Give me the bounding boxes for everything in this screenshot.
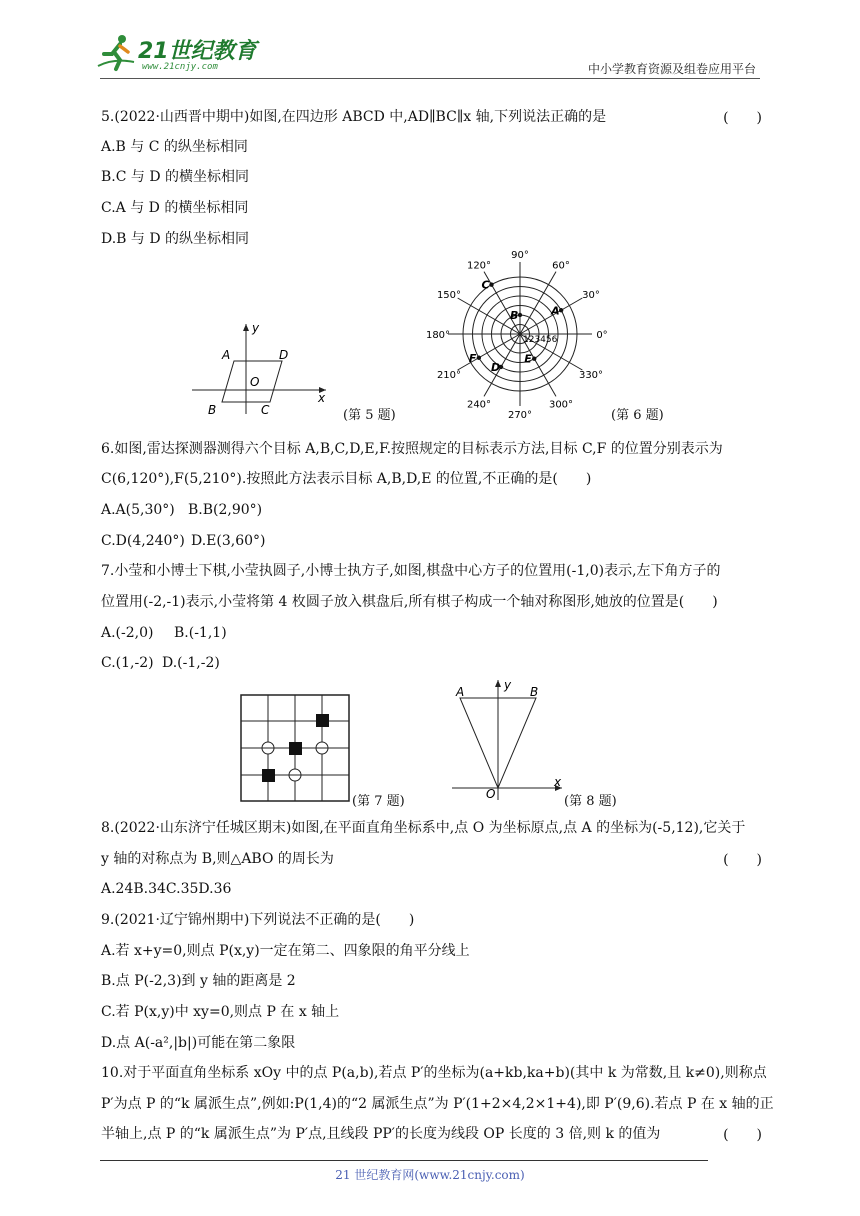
fig8-label-y: y — [504, 678, 512, 692]
logo-text: 21世纪教育 — [138, 39, 257, 64]
q7-option-b: B.(-1,1) — [174, 625, 227, 641]
radar-target-point — [477, 356, 481, 360]
footer-divider — [100, 1160, 708, 1161]
q5-answer-paren: ( ) — [723, 110, 762, 126]
q7-line1: 7.小莹和小博士下棋,小莹执圆子,小博士执方子,如图,棋盘中心方子的位置用(-1,0)表示,左下角方子的 — [101, 563, 721, 579]
radar-angle-label: 60° — [552, 260, 570, 272]
q8-options: A.24B.34C.35D.36 — [101, 881, 232, 897]
q5-option-c: C.A 与 D 的横坐标相同 — [101, 200, 249, 216]
q5-option-b: B.C 与 D 的横坐标相同 — [101, 169, 250, 185]
radar-ray — [520, 272, 556, 334]
q10-line2: P′为点 P 的“k 属派生点”,例如:P(1,4)的“2 属派生点”为 P′(1+2×4,2×1+4),即 P′(9,6).若点 P 在 x 轴的正 — [101, 1096, 774, 1112]
radar-angle-label: 240° — [466, 399, 492, 411]
q9-option-b: B.点 P(-2,3)到 y 轴的距离是 2 — [101, 973, 296, 989]
fig5-label-c: C — [261, 403, 270, 417]
radar-angle-label: 210° — [436, 370, 462, 381]
radar-angle-label: 150° — [436, 290, 462, 301]
square-piece — [289, 742, 302, 755]
fig5-label-y: y — [252, 321, 260, 335]
fig8-label-x: x — [554, 775, 562, 789]
radar-ray — [458, 334, 520, 370]
radar-ring-numbers: 123456 — [523, 335, 558, 345]
runner-logo-icon — [96, 32, 136, 72]
figure-5 — [188, 318, 338, 418]
fig8-label-a: A — [456, 685, 465, 699]
radar-target-label: C — [481, 278, 490, 292]
square-piece — [316, 714, 329, 727]
radar-chart — [426, 250, 608, 421]
q5-stem: 5.(2022·山西晋中期中)如图,在四边形 ABCD 中,AD∥BC∥x 轴,下列说法正确的是 — [101, 109, 607, 125]
radar-target-label: D — [491, 360, 501, 374]
fig5-label-a: A — [222, 348, 231, 362]
fig5-caption: (第 5 题) — [343, 408, 396, 423]
radar-angle-label: 120° — [466, 260, 492, 272]
q6-line2: C(6,120°),F(5,210°).按照此方法表示目标 A,B,D,E 的位置,不正确的是( ) — [101, 471, 592, 487]
fig8-caption: (第 8 题) — [564, 794, 617, 809]
q5-option-a: A.B 与 C 的纵坐标相同 — [101, 139, 248, 155]
q6-option-d: D.E(3,60°) — [191, 533, 266, 549]
radar-angle-label: 0° — [596, 330, 608, 341]
fig8-label-o: O — [486, 787, 496, 801]
radar-angle-label: 300° — [548, 399, 574, 411]
q6-option-a: A.A(5,30°) — [101, 502, 175, 518]
circle-piece — [262, 742, 274, 754]
radar-target-point — [532, 356, 536, 360]
radar-target-label: F — [468, 351, 477, 365]
radar-target-label: A — [551, 304, 560, 318]
platform-name: 中小学教育资源及组卷应用平台 — [587, 62, 756, 76]
q8-answer-paren: ( ) — [723, 852, 762, 868]
q7-option-c: C.(1,-2) — [101, 655, 154, 671]
fig8-label-b: B — [530, 685, 539, 699]
figure-6 — [420, 250, 620, 421]
fig5-label-b: B — [208, 403, 217, 417]
radar-angle-label: 180° — [425, 330, 451, 341]
radar-angle-label: 270° — [507, 410, 533, 421]
figure-8 — [450, 678, 568, 802]
q10-line3: 半轴上,点 P 的“k 属派生点”为 P′点,且线段 PP′的长度为线段 OP 长度的 3 倍,则 k 的值为 — [101, 1126, 661, 1142]
q10-line1: 10.对于平面直角坐标系 xOy 中的点 P(a,b),若点 P′的坐标为(a+kb,ka+b)(其中 k 为常数,且 k≠0),则称点 — [101, 1065, 767, 1081]
square-piece — [262, 769, 275, 782]
q9-option-d: D.点 A(-a²,|b|)可能在第二象限 — [101, 1035, 296, 1051]
q7-option-a: A.(-2,0) — [101, 625, 154, 641]
fig7-caption: (第 7 题) — [352, 794, 405, 809]
fig6-caption: (第 6 题) — [611, 408, 664, 423]
q8-line1: 8.(2022·山东济宁任城区期末)如图,在平面直角坐标系中,点 O 为坐标原点,点 A 的坐标为(-5,12),它关于 — [101, 820, 746, 836]
radar-target-point — [489, 282, 493, 286]
radar-target-point — [518, 313, 522, 317]
circle-piece — [289, 769, 301, 781]
logo-url: www.21cnjy.com — [142, 62, 218, 72]
radar-angle-label: 90° — [511, 250, 529, 261]
radar-angle-label: 30° — [582, 290, 600, 301]
radar-target-label: E — [524, 352, 532, 366]
figure-7 — [240, 694, 352, 804]
radar-target-label: B — [510, 309, 519, 322]
q9-option-c: C.若 P(x,y)中 xy=0,则点 P 在 x 轴上 — [101, 1004, 340, 1020]
footer-text: 21 世纪教育网(www.21cnjy.com) — [335, 1168, 525, 1182]
q6-option-b: B.B(2,90°) — [188, 502, 263, 518]
radar-angle-label: 330° — [578, 370, 604, 381]
q5-option-d: D.B 与 D 的纵坐标相同 — [101, 231, 250, 247]
q10-answer-paren: ( ) — [723, 1127, 762, 1143]
q6-line1: 6.如图,雷达探测器测得六个目标 A,B,C,D,E,F.按照规定的目标表示方法,目标 C,F 的位置分别表示为 — [101, 441, 723, 457]
q7-option-d: D.(-1,-2) — [162, 655, 220, 671]
circle-piece — [316, 742, 328, 754]
fig5-label-o: O — [250, 375, 260, 389]
q9-option-a: A.若 x+y=0,则点 P(x,y)一定在第二、四象限的角平分线上 — [101, 943, 470, 959]
fig5-label-d: D — [279, 348, 289, 362]
q6-option-c: C.D(4,240°) — [101, 533, 185, 549]
q8-line2: y 轴的对称点为 B,则△ABO 的周长为 — [101, 851, 334, 867]
fig5-label-x: x — [318, 391, 326, 405]
header-divider — [100, 78, 760, 79]
site-logo — [96, 32, 266, 76]
q7-line2: 位置用(-2,-1)表示,小莹将第 4 枚圆子放入棋盘后,所有棋子构成一个轴对称图形,她放的位置是( ) — [101, 594, 718, 610]
q9-stem: 9.(2021·辽宁锦州期中)下列说法不正确的是( ) — [101, 912, 415, 928]
